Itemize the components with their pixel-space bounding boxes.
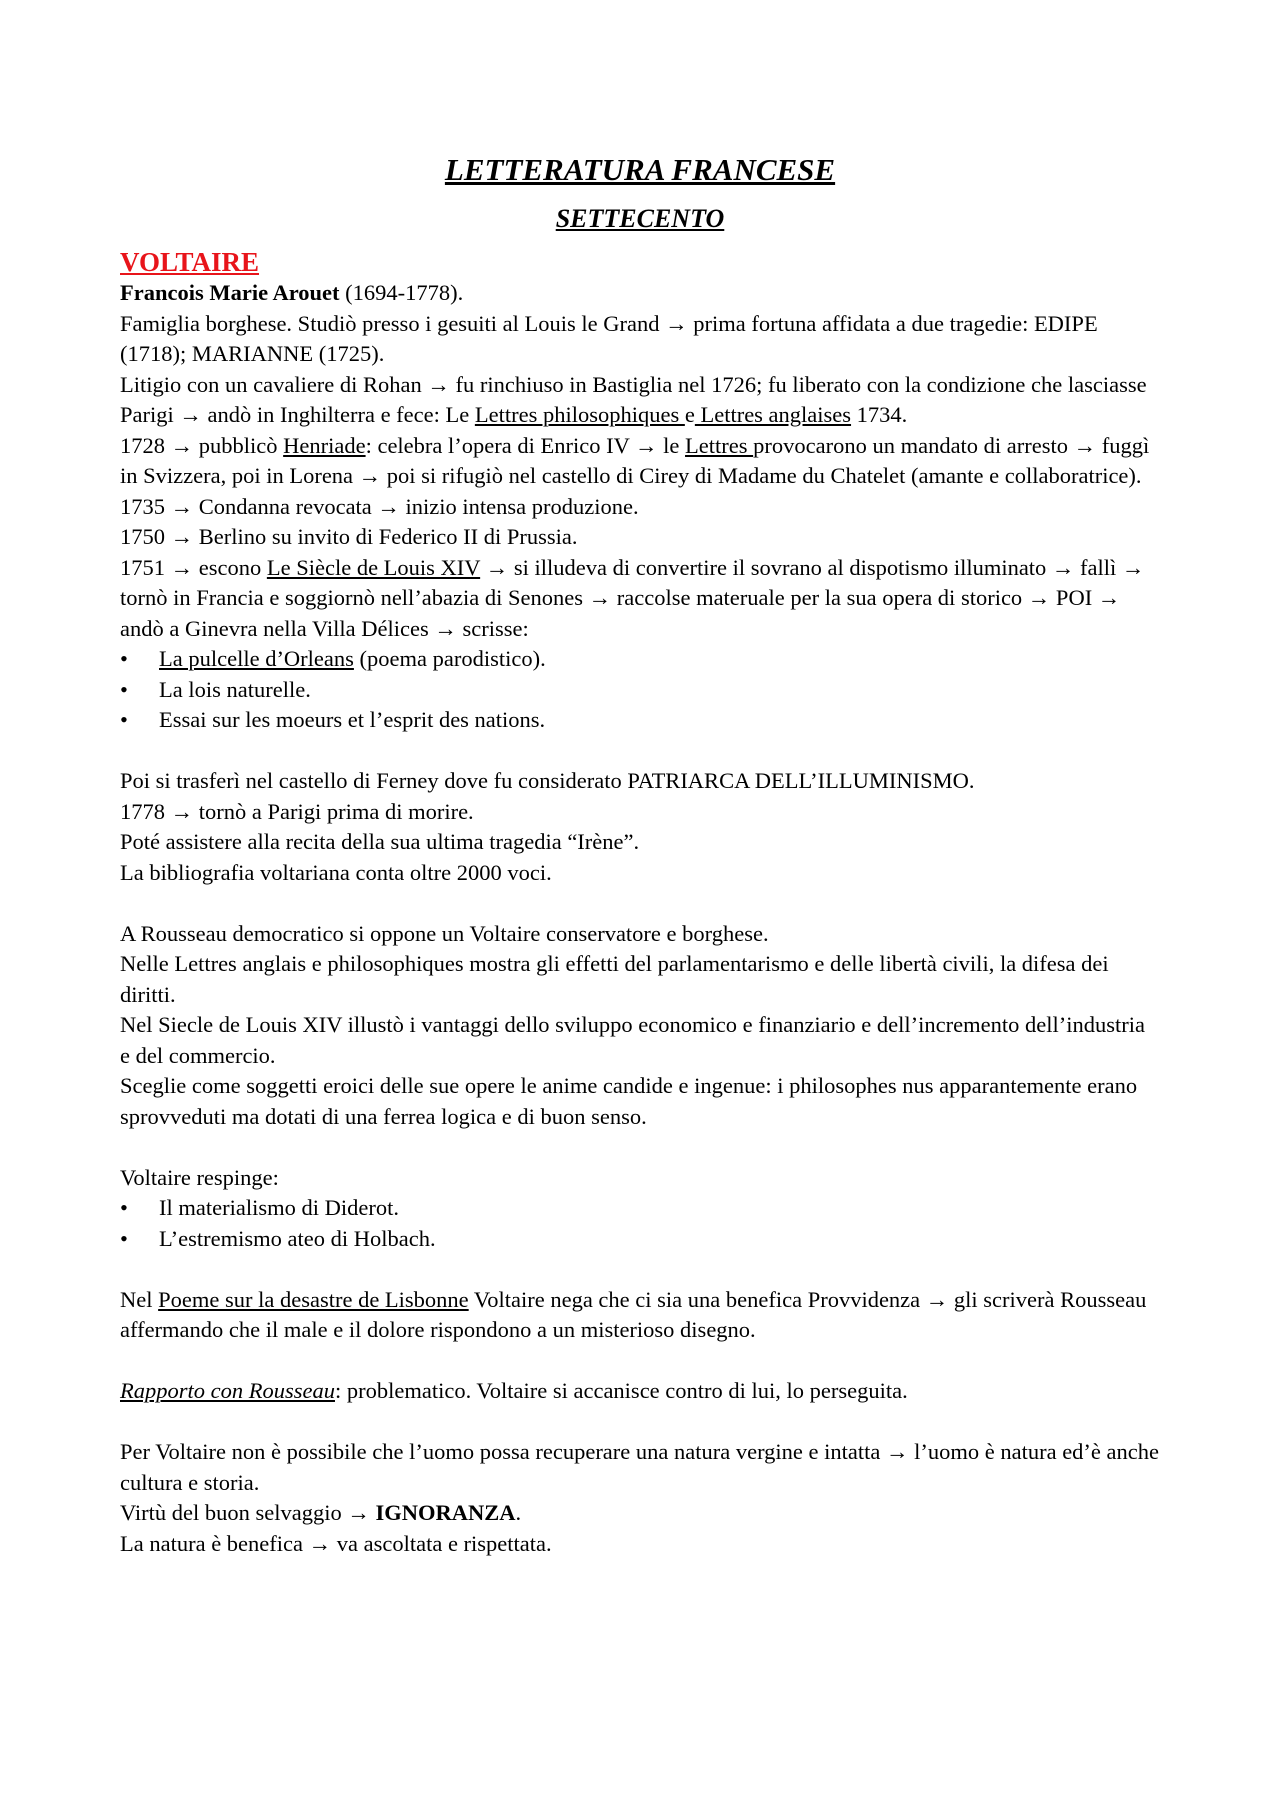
paragraph [120, 370, 1160, 431]
text-run: Voltaire nega che ci sia una benefica Provvidenza → gli scriverà Rousseau affermando che il male e il dolore rispondono a un misterioso disegno. [120, 1286, 1147, 1342]
work-title: Poeme sur la desastre de Lisbonne [158, 1286, 469, 1312]
document-subtitle: SETTECENTO [555, 204, 725, 233]
paragraph: Poi si trasferì nel castello di Ferney dove fu considerato PATRIARCA DELL’ILLUMINISMO. [120, 768, 975, 793]
spacer [120, 1254, 1160, 1285]
text-run: provocarono un mandato di arresto → fuggì in Svizzera, poi in Lorena → poi si rifugiò nel castello di Cirey di Madame du Chatelet (amante e collaboratrice). [120, 432, 1150, 488]
author-line [120, 278, 1160, 309]
paragraph: Nelle Lettres anglais e philosophiques mostra gli effetti del parlamentarismo e delle libertà civili, la difesa dei diritti. [120, 951, 1109, 1007]
work-title: Lettres philosophiques [474, 402, 685, 427]
list-item: • Il materialismo di Diderot. [120, 1193, 1160, 1224]
work-title: Lettres anglaises [694, 402, 852, 427]
spacer [120, 888, 1160, 919]
text-run: La lois naturelle. [159, 676, 311, 702]
author-name: Francois Marie Arouet [120, 280, 340, 305]
text-run: (poema parodistico). [353, 646, 546, 671]
text-run: . [515, 1500, 522, 1525]
paragraph: Sceglie come soggetti eroici delle sue opere le anime candide e ingenue: i philosophes nus apparantemente erano sprovveduti ma dotati di una ferrea logica e di buon senso. [120, 1073, 1138, 1129]
list-item [120, 675, 1160, 706]
text-run: Litigio con un cavaliere di Rohan → fu rinchiuso in Bastiglia nel 1726; fu liberato con la condizione che lasciasse Parigi → andò in Inghilterra e fece: Le [120, 371, 1147, 427]
paragraph [120, 553, 1160, 645]
work-title: La pulcelle d’Orleans [159, 646, 354, 671]
work-title: Henriade [283, 432, 366, 458]
text-run: 1728 → pubblicò [120, 432, 284, 458]
paragraph: 1750 → Berlino su invito di Federico II di Prussia. [120, 524, 578, 549]
paragraph: La bibliografia voltariana conta oltre 2000 voci. [120, 859, 552, 885]
spacer [120, 1407, 1160, 1438]
paragraph: Voltaire respinge: [120, 1164, 279, 1190]
text-run: → si illudeva di convertire il sovrano al dispotismo illuminato → fallì → tornò in Francia e soggiornò nell’abazia di Senones → raccolse materuale per la sua opera di storico → POI → andò a Ginevra nella Villa Délices → scrisse: [120, 554, 1145, 641]
text-run: Nel [120, 1286, 159, 1312]
paragraph [120, 1285, 1160, 1346]
text-run: 1751 → escono [120, 554, 267, 580]
paragraph [120, 431, 1160, 492]
paragraph: Per Voltaire non è possibile che l’uomo possa recuperare una natura vergine e intatta → l’uomo è natura ed’è anche cultura e storia. [120, 1439, 1159, 1495]
spacer [120, 736, 1160, 767]
text-run: : problematico. Voltaire si accanisce contro di lui, lo perseguita. [334, 1378, 908, 1403]
list-item: • L’estremismo ateo di Holbach. [120, 1224, 1160, 1255]
author-dates: (1694-1778). [339, 280, 464, 305]
text-run: Virtù del buon selvaggio → [120, 1500, 376, 1525]
paragraph: Famiglia borghese. Studiò presso i gesuiti al Louis le Grand → prima fortuna affidata a due tragedie: EDIPE (1718); MARIANNE (1725). [120, 310, 1098, 366]
work-title: Le Siècle de Louis XIV [266, 554, 481, 580]
paragraph [120, 1498, 1160, 1529]
spacer [120, 1346, 1160, 1377]
paragraph: 1735 → Condanna revocata → inizio intensa produzione. [120, 493, 639, 519]
text-run: Essai sur les moeurs et l’esprit des nations. [159, 707, 546, 732]
document-title: LETTERATURA FRANCESE [444, 152, 836, 187]
spacer [120, 1132, 1160, 1163]
text-run: e [684, 402, 695, 427]
topic-label: Rapporto con Rousseau [120, 1378, 335, 1403]
section-heading: VOLTAIRE [120, 247, 260, 277]
text-run: : celebra l’opera di Enrico IV → le [365, 432, 686, 458]
emphasis: IGNORANZA [375, 1500, 516, 1525]
paragraph: A Rousseau democratico si oppone un Voltaire conservatore e borghese. [120, 920, 769, 946]
paragraph: Nel Siecle de Louis XIV illustò i vantaggi dello sviluppo economico e finanziario e dell’incremento dell’industria e del commercio. [120, 1012, 1145, 1068]
paragraph: Poté assistere alla recita della sua ultima tragedia “Irène”. [120, 829, 640, 854]
work-title: Lettres [685, 432, 754, 458]
rejects-list [120, 1193, 1160, 1254]
works-list [120, 644, 1160, 736]
paragraph: La natura è benefica → va ascoltata e rispettata. [120, 1530, 552, 1556]
list-item [120, 705, 1160, 736]
paragraph [120, 1376, 1160, 1407]
paragraph: 1778 → tornò a Parigi prima di morire. [120, 798, 474, 824]
list-item [120, 644, 1160, 675]
text-run: 1734. [851, 402, 908, 427]
